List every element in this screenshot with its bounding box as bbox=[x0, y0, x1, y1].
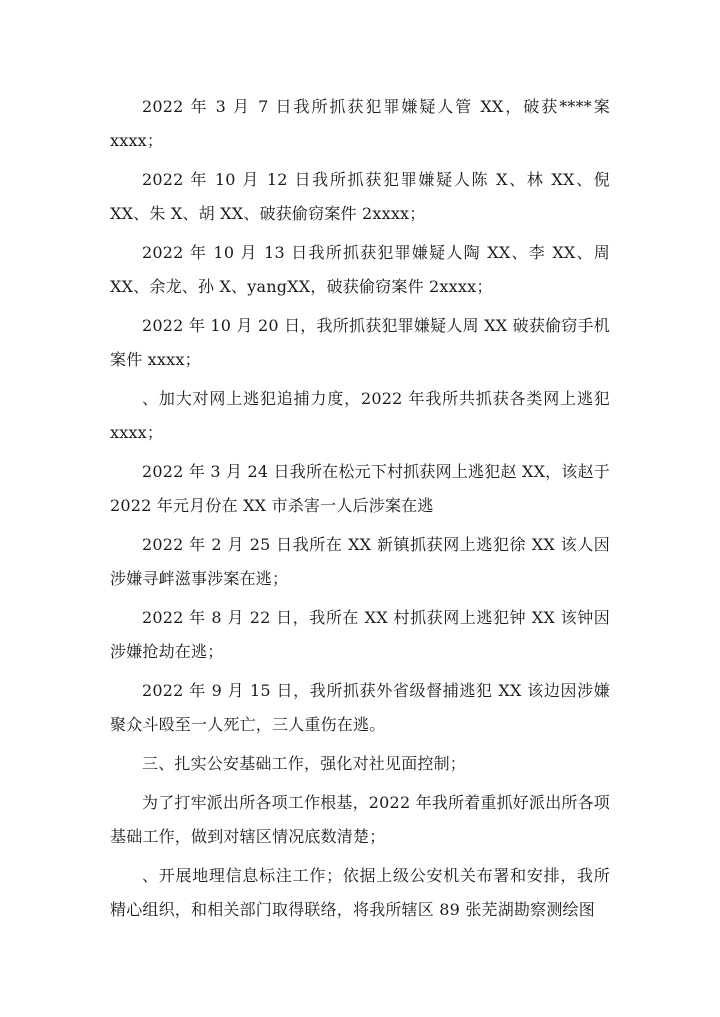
paragraph-4: 2022 年 10 月 20 日，我所抓获犯罪嫌疑人周 XX 破获偷窃手机案件 xxxx； bbox=[110, 316, 610, 369]
section-heading: 三、扎实公安基础工作，强化对社见面控制； bbox=[142, 754, 467, 773]
paragraph-2: 2022 年 10 月 12 日我所抓获犯罪嫌疑人陈 X、林 XX、倪 XX、朱 X、胡 XX、破获偷窃案件 2xxxx； bbox=[110, 170, 610, 223]
paragraph-3: 2022 年 10 月 13 日我所抓获犯罪嫌疑人陶 XX、李 XX、周 XX、余龙、孙 X、yangXX，破获偷窃案件 2xxxx； bbox=[110, 243, 610, 296]
paragraph-12: 、开展地理信息标注工作；依据上级公安机关布署和安排，我所精心组织，和相关部门取得联络，将我所辖区 89 张芜湖勘察测绘图 bbox=[110, 866, 610, 919]
paragraph-11: 为了打牢派出所各项工作根基，2022 年我所着重抓好派出所各项基础工作，做到对辖区情况底数清楚； bbox=[110, 793, 611, 846]
paragraph-1: 2022 年 3 月 7 日我所抓获犯罪嫌疑人管 XX，破获****案 xxxx； bbox=[110, 97, 610, 150]
paragraph-7: 2022 年 2 月 25 日我所在 XX 新镇抓获网上逃犯徐 XX 该人因涉嫌寻衅滋事涉案在逃； bbox=[110, 535, 610, 588]
paragraph-5: 、加大对网上逃犯追捕力度，2022 年我所共抓获各类网上逃犯 xxxx； bbox=[110, 389, 610, 442]
paragraph-9: 2022 年 9 月 15 日，我所抓获外省级督捕逃犯 XX 该边因涉嫌聚众斗殴至一人死亡，三人重伤在逃。 bbox=[110, 681, 610, 734]
document-body bbox=[110, 90, 610, 932]
paragraph-6: 2022 年 3 月 24 日我所在松元下村抓获网上逃犯赵 XX，该赵于 2022 年元月份在 XX 市杀害一人后涉案在逃 bbox=[110, 462, 610, 515]
paragraph-8: 2022 年 8 月 22 日，我所在 XX 村抓获网上逃犯钟 XX 该钟因涉嫌抢劫在逃； bbox=[110, 608, 610, 661]
